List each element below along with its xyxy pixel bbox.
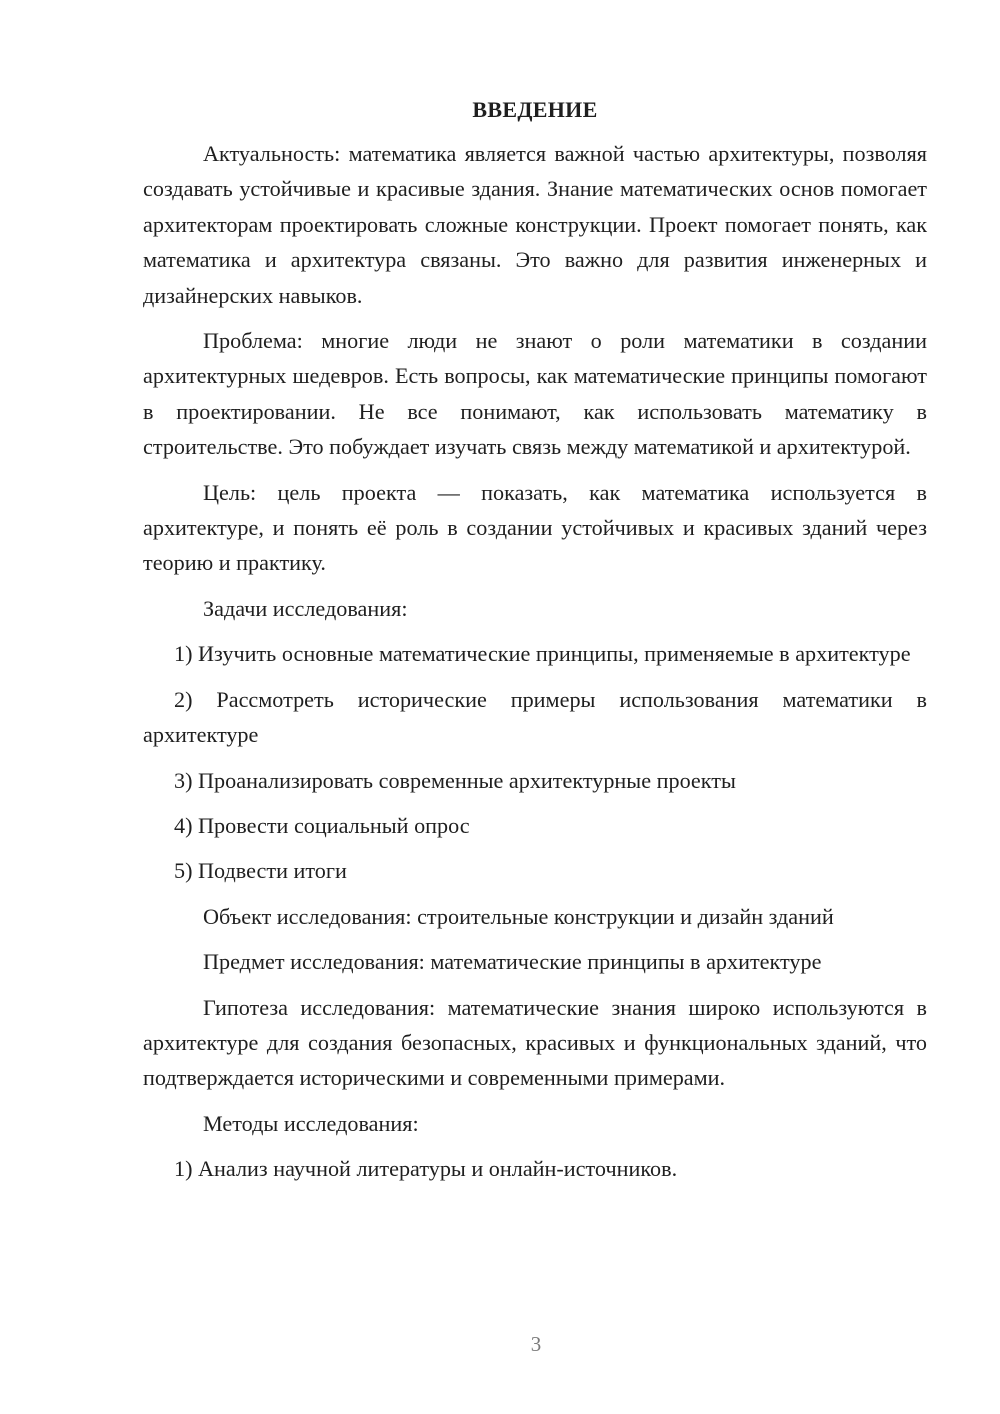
research-object: Объект исследования: строительные конструкции и дизайн зданий: [203, 903, 834, 929]
goal-paragraph: Цель: цель проекта — показать, как математика используется в архитектуре, и понять её роль в создании устойчивых и красивых зданий через теорию и практику.: [143, 479, 927, 576]
research-subject: Предмет исследования: математические принципы в архитектуре: [203, 949, 822, 975]
methods-heading: Методы исследования:: [203, 1110, 419, 1136]
task-item-5: 5) Подвести итоги: [174, 858, 347, 884]
task-item-4: 4) Провести социальный опрос: [174, 812, 470, 838]
hypothesis-paragraph: Гипотеза исследования: математические знания широко используются в архитектуре для создания безопасных, красивых и функциональных зданий, что подтверждается историческими и современными примерами.: [143, 994, 927, 1091]
task-item-3: 3) Проанализировать современные архитектурные проекты: [174, 767, 736, 793]
document-page: [143, 94, 927, 1197]
page-title: ВВЕДЕНИЕ: [472, 97, 598, 122]
method-item-1: 1) Анализ научной литературы и онлайн-источников.: [174, 1156, 678, 1182]
task-item-2: 2) Рассмотреть исторические примеры использования математики в архитектуре: [143, 686, 927, 748]
problem-paragraph: Проблема: многие люди не знают о роли математики в создании архитектурных шедевров. Есть вопросы, как математические принципы помогают в проектировании. Не все понимают, как использовать математику в строительстве. Это побуждает изучать связь между математикой и архитектурой.: [143, 328, 927, 460]
tasks-heading: Задачи исследования:: [203, 595, 408, 621]
task-item-1: 1) Изучить основные математические принципы, применяемые в архитектуре: [174, 641, 911, 667]
relevance-paragraph: Актуальность: математика является важной частью архитектуры, позволяя создавать устойчивые и красивые здания. Знание математических основ помогает архитекторам проектировать сложные конструкции. Проект помогает понять, как математика и архитектура связаны. Это важно для развития инженерных и дизайнерских навыков.: [143, 141, 927, 308]
page-number: 3: [530, 1332, 542, 1356]
